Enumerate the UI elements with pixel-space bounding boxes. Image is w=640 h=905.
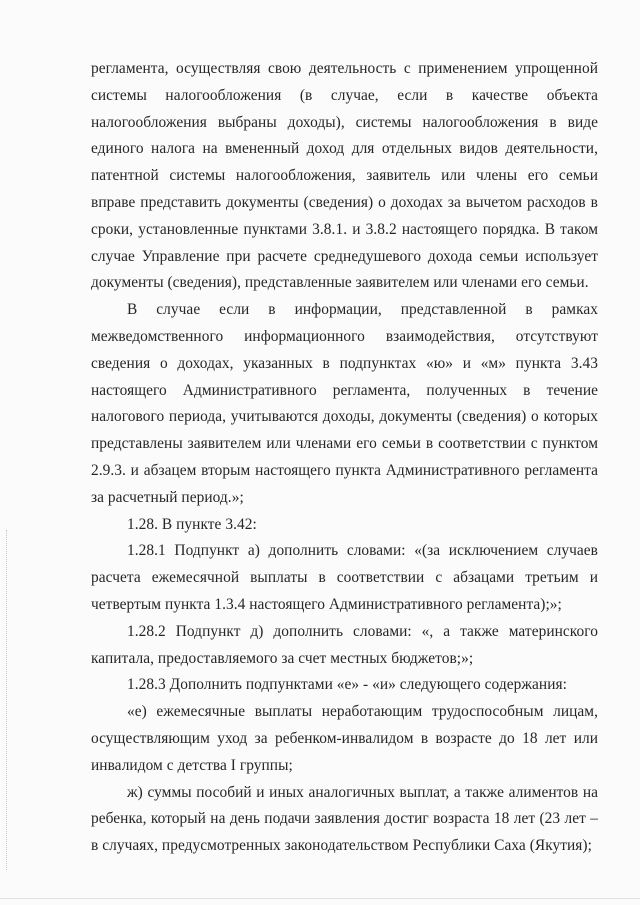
paragraph-item-1-28-1: 1.28.1 Подпункт а) дополнить словами: «(за исключением случаев расчета ежемесячной выплаты в соответствии с абзацами третьим и четвертым пункта 1.3.4 настоящего Административного регламента);»; bbox=[91, 542, 598, 613]
paragraph-subitem-zh: ж) суммы пособий и иных аналогичных выплат, а также алиментов на ребенка, который на день подачи заявления достиг возраста 18 лет (23 лет – в случаях, предусмотренных законодательством Республики Саха (Якутия); bbox=[91, 783, 598, 855]
paragraph-item-1-28-3: 1.28.3 Дополнить подпунктами «е» - «и» следующего содержания: bbox=[127, 676, 567, 694]
page-bottom-edge bbox=[0, 898, 640, 899]
paragraph-subitem-e: «е) ежемесячные выплаты неработающим трудоспособным лицам, осуществляющим уход за ребенком-инвалидом в возрасте до 18 лет или инвалидом с детства I группы; bbox=[91, 703, 598, 774]
paragraph-item-1-28-2: 1.28.2 Подпункт д) дополнить словами: «, а также материнского капитала, предоставляемого за счет местных бюджетов;»; bbox=[91, 622, 598, 667]
paragraph-interagency-info: В случае если в информации, представленной в рамках межведомственного информационного взаимодействия, отсутствуют сведения о доходах, указанных в подпунктах «ю» и «м» пункта 3.43 настоящего Административного регламента, полученных в течение налогового периода, учитываются доходы, документы (сведения) о которых представлены заявителем или членами его семьи в соответствии с пунктом 2.9.3. и абзацем вторым настоящего пункта Административного регламента за расчетный период.»; bbox=[91, 301, 598, 506]
scan-edge-mark bbox=[6, 530, 8, 870]
paragraph-item-1-28: 1.28. В пункте 3.42: bbox=[127, 515, 257, 533]
paragraph-continuation: регламента, осуществляя свою деятельность с применением упрощенной системы налогообложения (в случае, если в качестве объекта налогообложения выбраны доходы), системы налогообложения в виде единого налога на вмененный доход для отдельных видов деятельности, патентной системы налогообложения, заявитель или члены его семьи вправе представить документы (сведения) о доходах за вычетом расходов в сроки, установленные пунктами 3.8.1. и 3.8.2 настоящего порядка. В таком случае Управление при расчете среднедушевого дохода семьи использует документы (сведения), представленные заявителем или членами его семьи. bbox=[91, 60, 598, 292]
document-body bbox=[91, 56, 598, 860]
